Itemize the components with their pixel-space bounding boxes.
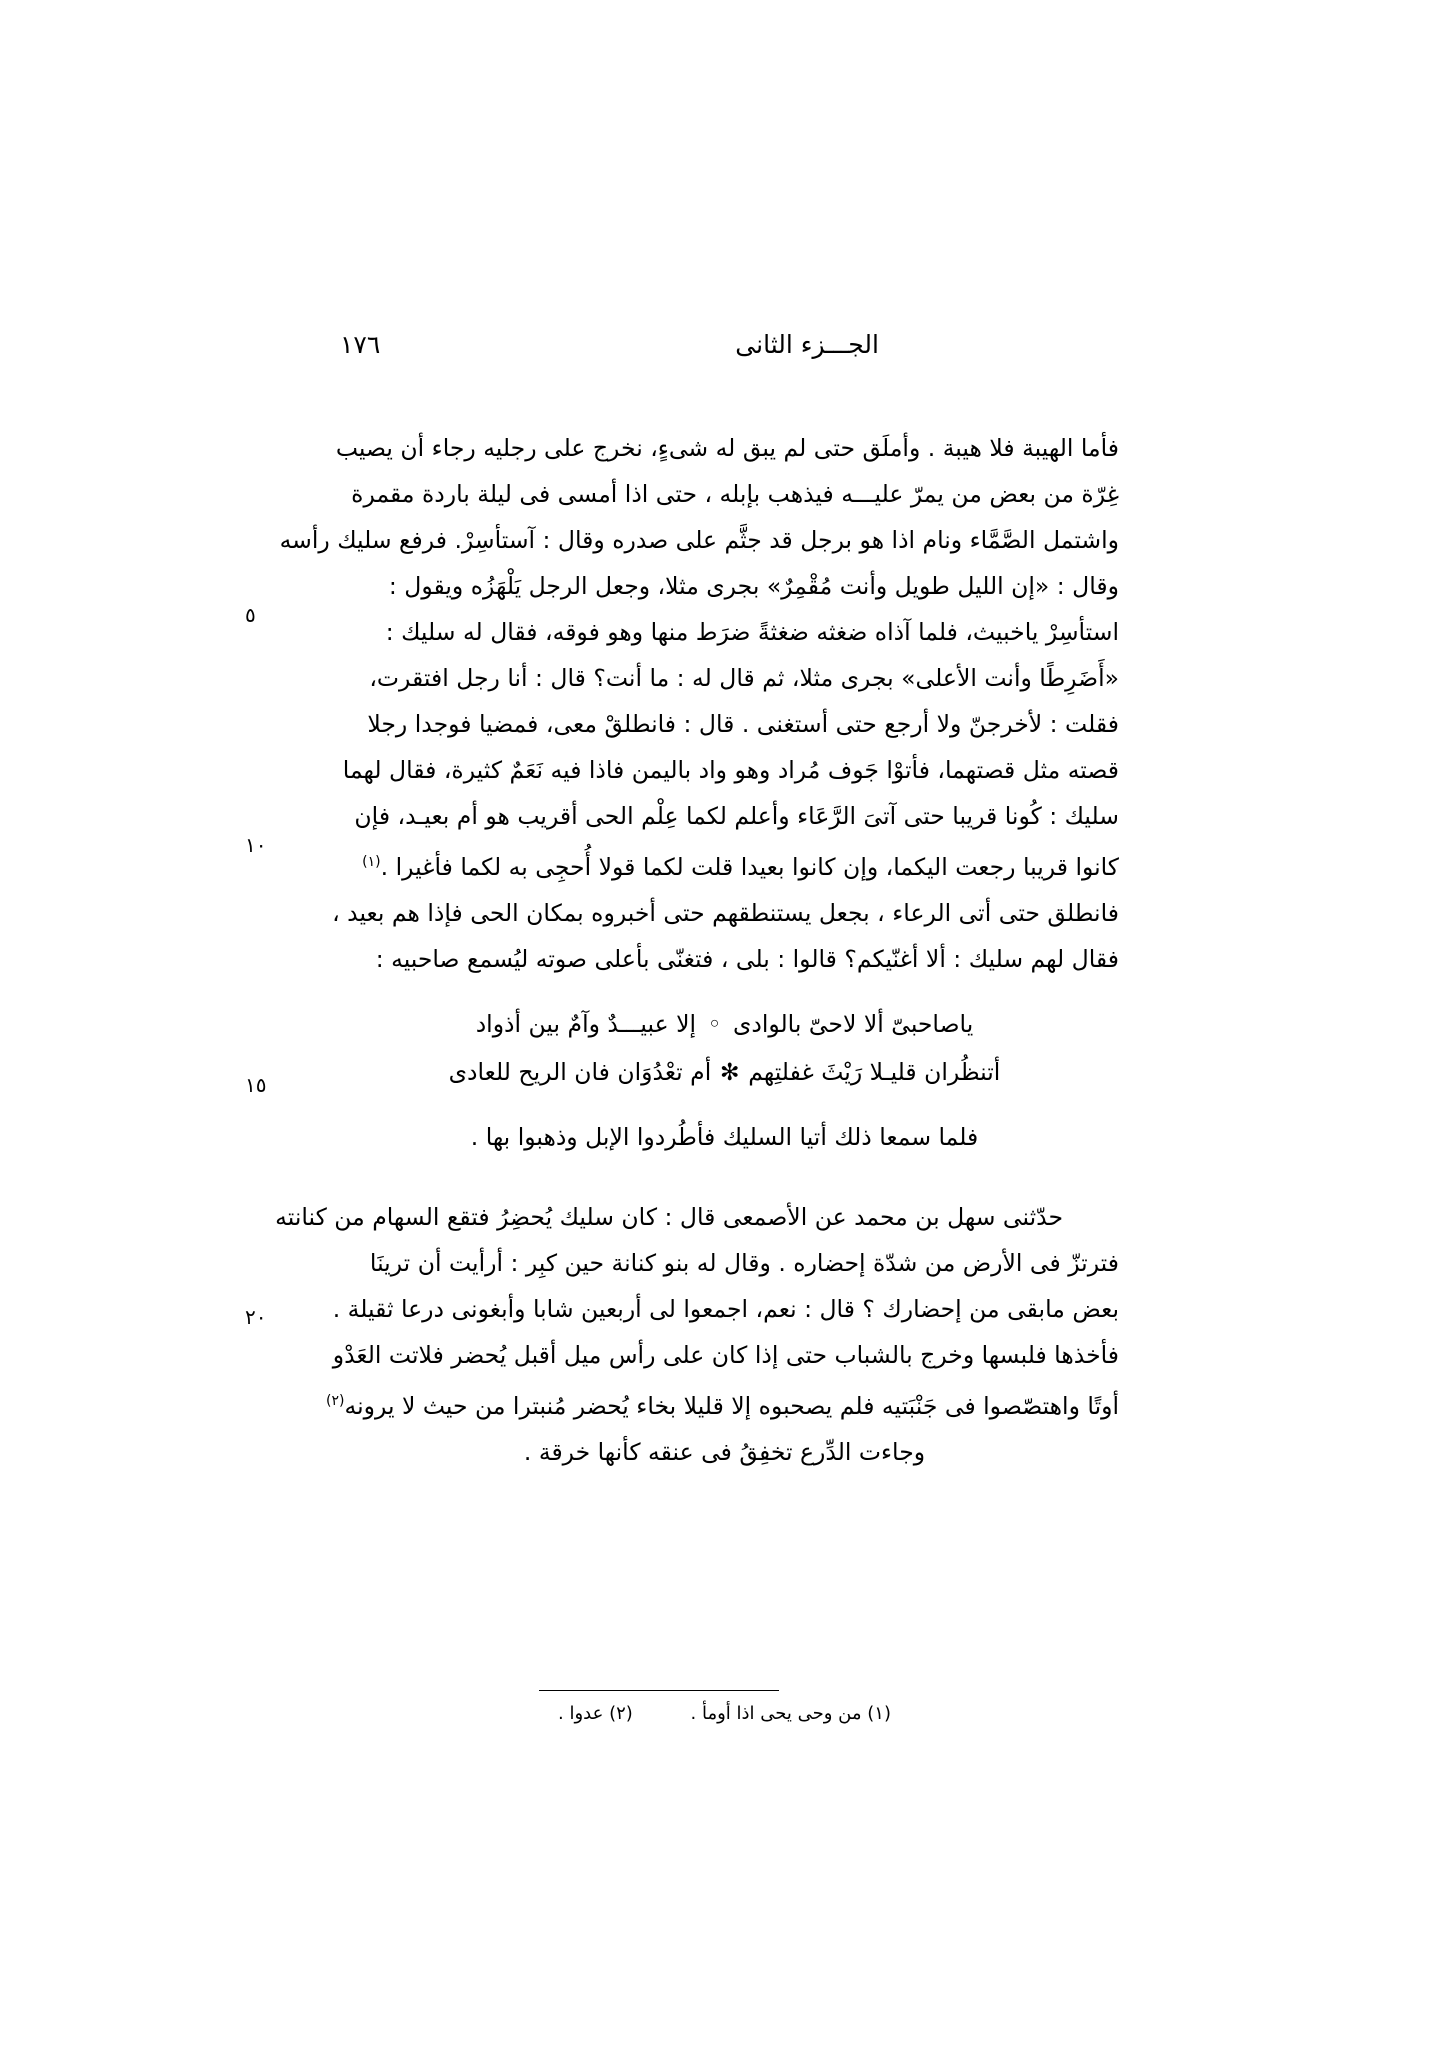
footnote-marker-1: (١) <box>362 854 381 870</box>
page-header <box>330 330 1119 359</box>
body-line: سليك : كُونا قريبا حتى آتىَ الرَّعَاء وأعلم لكما عِلْم الحى أقريب هو أم بعيـد، فإن <box>354 802 1119 830</box>
verse-line <box>330 1048 1119 1096</box>
line-number-10: ١٠ <box>245 833 267 857</box>
verse-hemistich-left: أم تعْدُوَان فان الريح للعادى <box>448 1057 712 1086</box>
body-line: وجاءت الدِّرع تخفِقُ فى عنقه كأنها خرقة . <box>523 1437 926 1466</box>
body-line: فانطلق حتى أتى الرعاء ، بجعل يستنطقهم حتى أخبروه بمكان الحى فإذا هم بعيد ، <box>332 898 1119 927</box>
spacer <box>330 982 1119 1000</box>
verse-line <box>330 1000 1119 1048</box>
footnote-item-2: (٢) عدوا . <box>558 1703 633 1725</box>
verse-hemistich-left: إلا عبيـــدٌ وآمٌ بين أذواد <box>475 1009 697 1038</box>
verse-hemistich-right: أتنظُران قليـلا رَيْثَ غفلتِهم <box>748 1057 1001 1086</box>
body-line: فقلت : لأخرجنّ ولا أرجع حتى أستغنى . قال : فانطلقْ معى، فمضيا فوجدا رجلا <box>367 710 1119 738</box>
body-line: بعض مابقى من إحضارك ؟ قال : نعم، اجمعوا لى أربعين شابا وأبغونى درعا ثقيلة . <box>332 1294 1119 1323</box>
body-line: فأخذها فلبسها وخرج بالشباب حتى إذا كان على رأس ميل أقبل يُحضر فلاتت العَدْو <box>332 1340 1119 1369</box>
footnotes-area <box>330 1690 1119 1724</box>
body-line: واشتمل الصَّمَّاء ونام اذا هو برجل قد جثَّم على صدره وقال : آستأسِرْ. فرفع سليك رأسه <box>279 526 1119 554</box>
body-line: استأسِرْ ياخبيث، فلما آذاه ضغثه ضغثةً ضرَط منها وهو فوقه، فقال له سليك : <box>385 618 1119 646</box>
spacer <box>330 1096 1119 1114</box>
body-line-text: كانوا قريبا رجعت اليكما، وإن كانوا بعيدا قلت لكما قولا أُحجِى به لكما فأغيرا . <box>380 852 1119 881</box>
line-number-5: ٥ <box>245 603 256 627</box>
body-line-with-note <box>326 1378 1119 1429</box>
page-header-title: الجـــزء الثانى <box>735 330 879 359</box>
line-number-15: ١٥ <box>245 1073 267 1097</box>
spacer <box>330 1160 1119 1194</box>
page-number: ١٧٦ <box>340 330 381 359</box>
body-line-with-note <box>330 839 1119 890</box>
body-line: فأما الهيبة فلا هيبة . وأملَق حتى لم يبق له شىءٍ، نخرج على رجليه رجاء أن يصيب <box>335 434 1119 462</box>
hemistich-separator: ◦ <box>707 1009 722 1038</box>
line-number-20: ٢٠ <box>245 1305 267 1329</box>
body-line: فقال لهم سليك : ألا أغنّيكم؟ قالوا : بلى ، فتغنّى بأعلى صوته ليُسمع صاحبيه : <box>375 944 1119 973</box>
footnote-line <box>330 1703 1119 1724</box>
verse-hemistich-right: ياصاحبىّ ألا لاحىّ بالوادى <box>732 1009 974 1038</box>
body-line: فترتزّ فى الأرض من شدّة إحضاره . وقال له بنو كنانة حين كبِر : أرأيت أن ترينَا <box>369 1248 1119 1277</box>
footnote-rule <box>539 1690 779 1691</box>
body-line-text: أوتًا واهتصّصوا فى جَنْبَتيه فلم يصحبوه إلا قليلا بخاء يُحضر مُنبترا من حيث لا يرونه <box>344 1391 1119 1420</box>
body-text <box>275 425 1119 1475</box>
footnote-item-1: (١) من وحى يحى اذا أومأ . <box>690 1703 891 1725</box>
body-line: وقال : «إن الليل طويل وأنت مُقْمِرٌ» بجرى مثلا، وجعل الرجل يَلْهَزُه ويقول : <box>388 572 1119 600</box>
body-line: فلما سمعا ذلك أتيا السليك فأطُردوا الإبل وذهبوا بها . <box>470 1122 979 1151</box>
body-line: غِرّة من بعض من يمرّ عليـــه فيذهب بإبله ، حتى اذا أمسى فى ليلة باردة مقمرة <box>351 480 1119 508</box>
footnote-marker-2: (٢) <box>326 1392 345 1409</box>
hemistich-separator: ✻ <box>719 1057 740 1086</box>
body-line: حدّثنى سهل بن محمد عن الأصمعى قال : كان سليك يُحضِرُ فتقع السهام من كنانته <box>275 1202 1063 1231</box>
body-line: «أَضَرِطًا وأنت الأعلى» بجرى مثلا، ثم قال له : ما أنت؟ قال : أنا رجل افتقرت، <box>369 664 1119 692</box>
body-line: قصته مثل قصتهما، فأتوْا جَوف مُراد وهو واد باليمن فاذا فيه نَعَمٌ كثيرة، فقال لهما <box>342 756 1119 784</box>
